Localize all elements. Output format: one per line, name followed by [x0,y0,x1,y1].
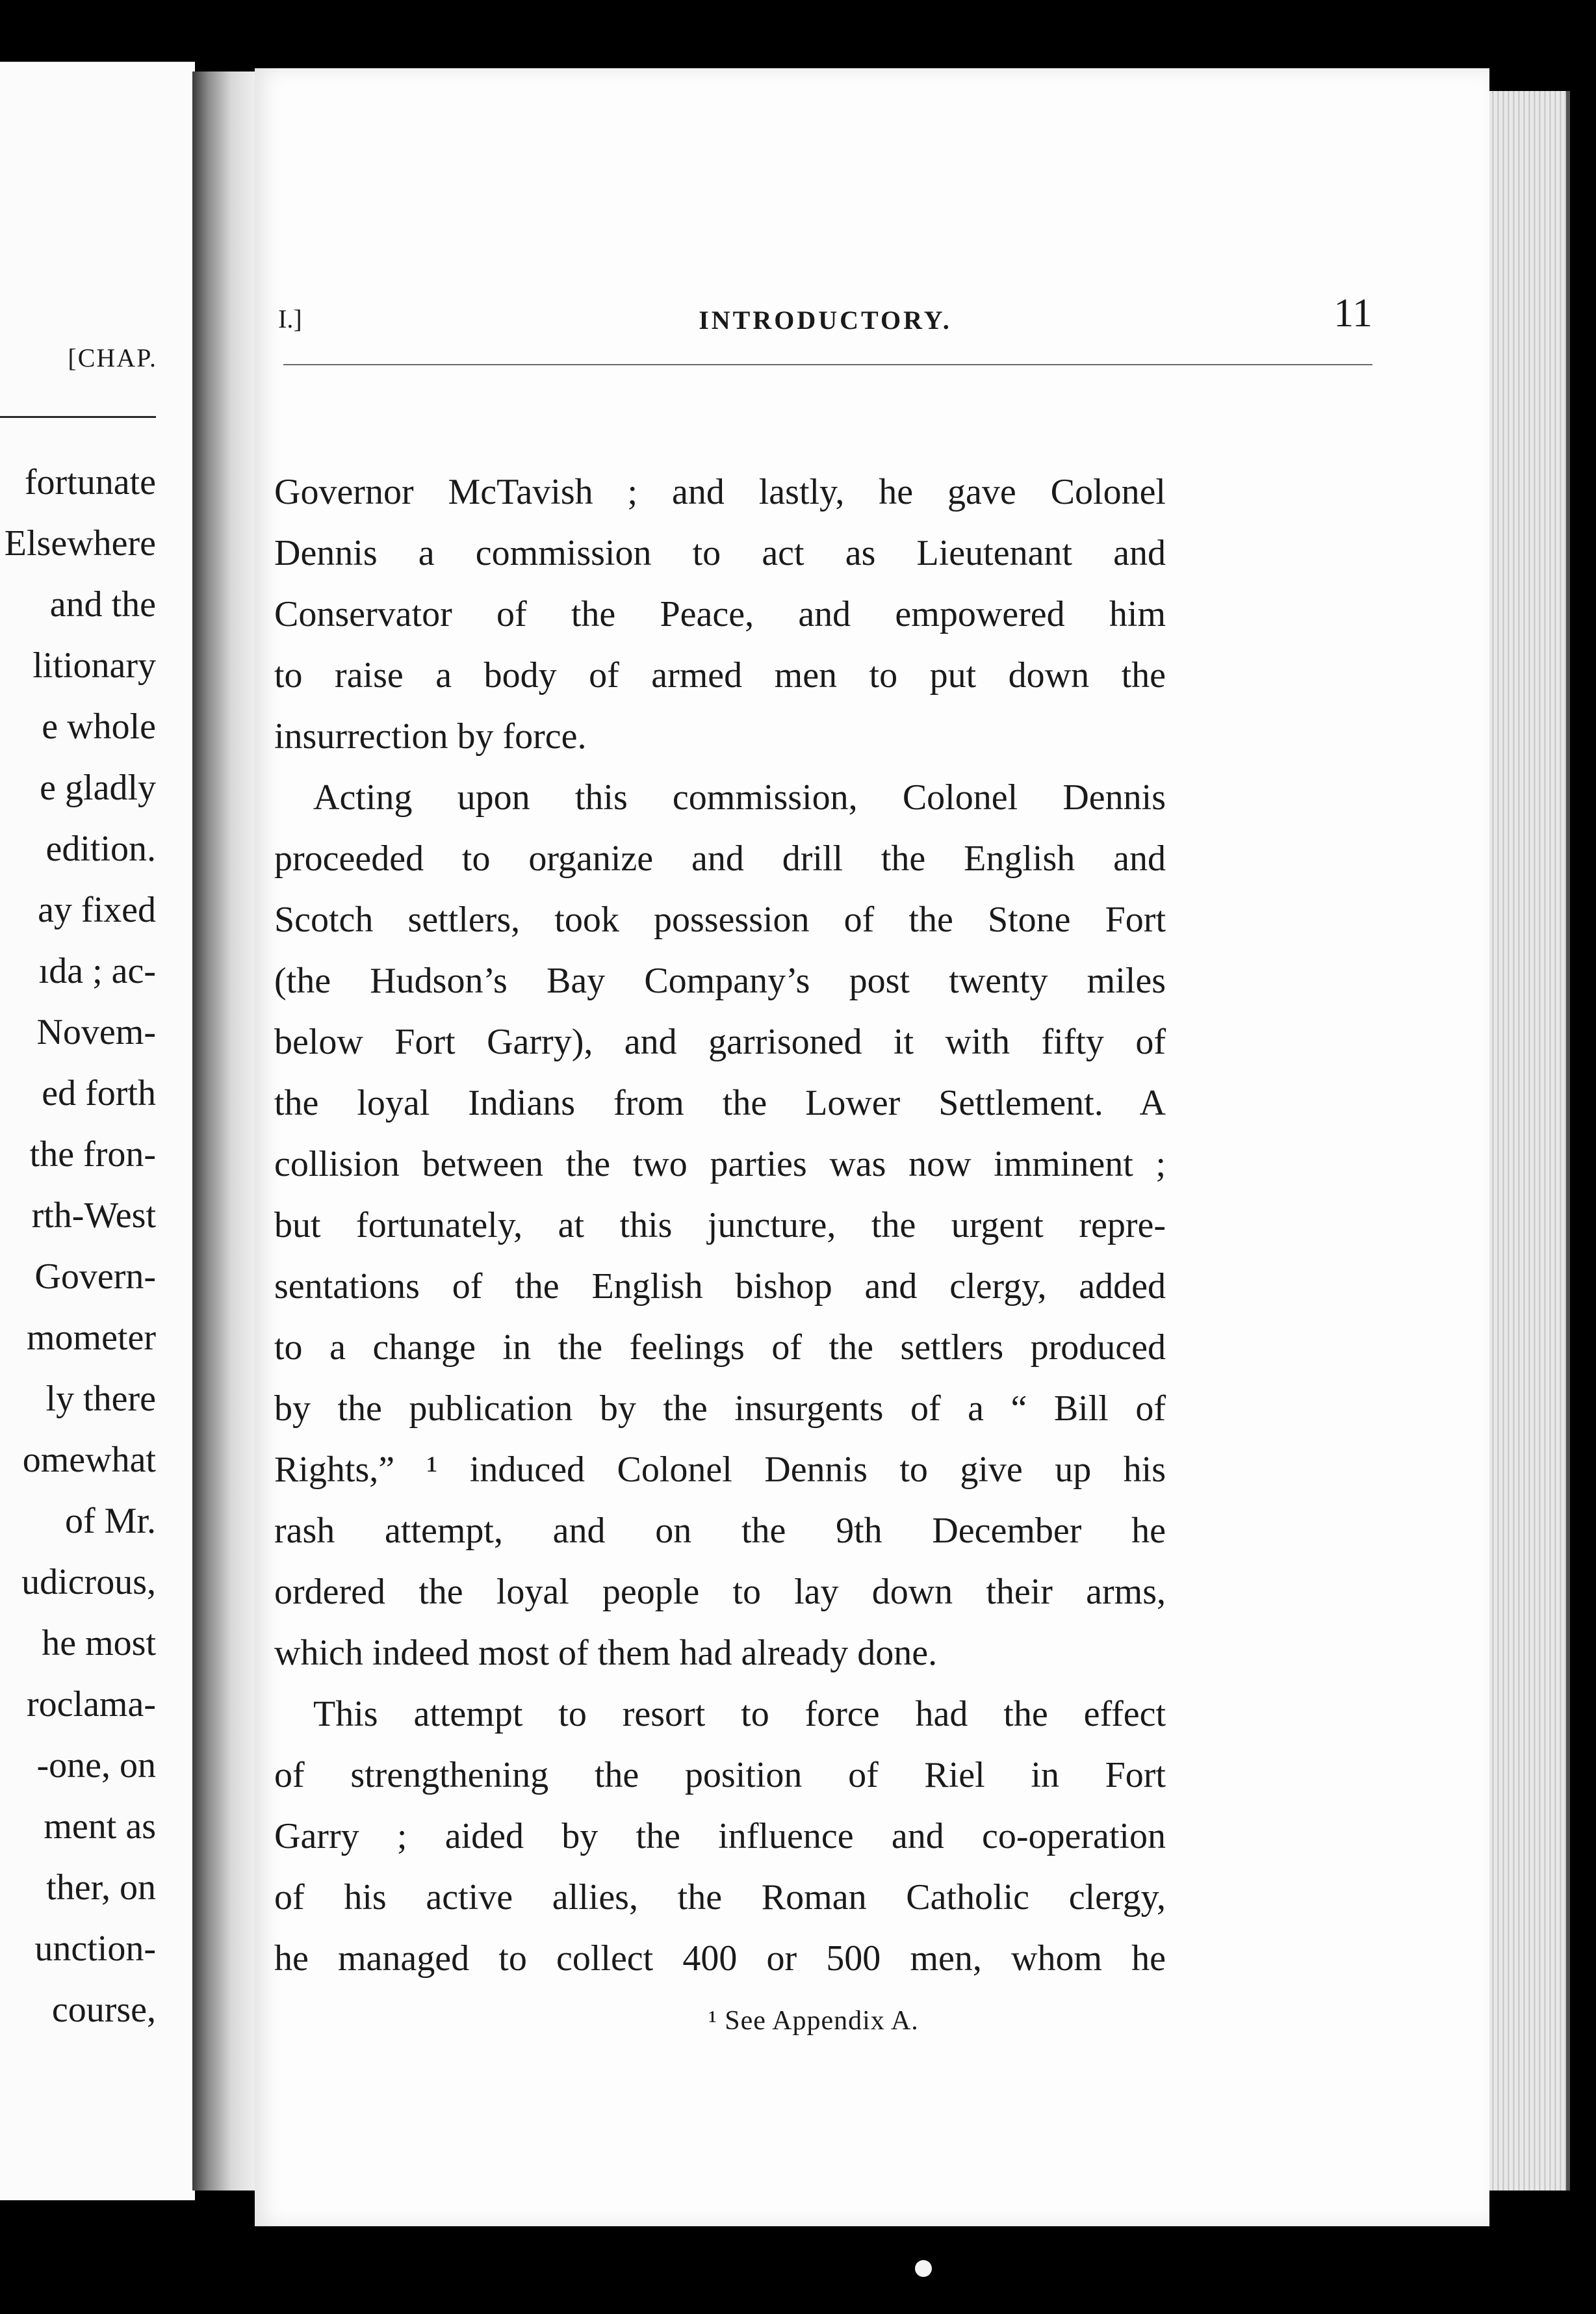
left-text-line: unction- [34,1929,156,1969]
body-text-line: he managed to collect 400 or 500 men, whom he [274,1938,1166,1979]
left-text-line: -one, on [36,1745,156,1786]
left-page-header: [CHAP. [68,343,157,372]
body-text-line: sentations of the English bishop and clergy, added [274,1266,1166,1306]
body-text-line: but fortunately, at this juncture, the urgent repre- [274,1205,1166,1245]
running-head [278,291,1372,356]
left-page-fragment [0,62,195,2200]
body-text-line: Scotch settlers, took possession of the Stone Fort [274,900,1166,940]
body-text-line: proceeded to organize and drill the English and [274,838,1166,879]
left-text-line: ly there [45,1379,156,1419]
left-text-line: Elsewhere [4,523,156,564]
left-text-line: e whole [42,707,156,747]
body-text-line: Conservator of the Peace, and empowered him [274,594,1166,634]
body-text-line: which indeed most of them had already done. [274,1633,938,1673]
left-text-line: ment as [44,1806,156,1847]
left-text-line: of Mr. [65,1501,156,1541]
body-text [274,462,1166,1989]
body-text-line: rash attempt, and on the 9th December he [274,1511,1166,1551]
body-text-line: (the Hudson’s Bay Company’s post twenty miles [274,961,1166,1001]
left-text-line: omewhat [22,1440,156,1480]
left-page-text [0,452,156,2040]
body-text-line: This attempt to resort to force had the effect [313,1694,1166,1734]
running-title: INTRODUCTORY. [699,306,952,335]
left-text-line: ıda ; ac- [38,951,156,991]
left-text-line: he most [42,1623,156,1663]
left-text-line: Govern- [34,1256,156,1297]
body-text-line: Acting upon this commission, Colonel Dennis [313,777,1166,818]
left-page-header-rule [0,416,156,418]
body-text-line: collision between the two parties was now imminent ; [274,1144,1166,1184]
footnote: ¹ See Appendix A. [708,2006,919,2036]
left-text-line: course, [51,1990,156,2030]
page-number: 11 [1333,291,1372,335]
body-text-line: Garry ; aided by the influence and co-operation [274,1816,1166,1856]
scan-speck [915,2260,932,2277]
body-text-line: of strengthening the position of Riel in Fort [274,1755,1166,1795]
left-text-line: fortunate [24,462,156,502]
left-text-line: e gladly [40,768,156,808]
left-text-line: ay fixed [38,890,156,930]
left-text-line: ther, on [46,1867,156,1908]
body-text-line: Dennis a commission to act as Lieutenant and [274,533,1166,573]
left-text-line: the fron- [29,1134,156,1175]
left-text-line: rth-West [31,1195,156,1236]
body-text-line: below Fort Garry), and garrisoned it with fifty of [274,1022,1166,1062]
header-rule [283,364,1372,365]
body-text-line: Rights,” ¹ induced Colonel Dennis to give up his [274,1450,1166,1490]
body-text-line: to raise a body of armed men to put down the [274,655,1166,696]
body-text-line: ordered the loyal people to lay down their arms, [274,1572,1166,1612]
body-text-line: Governor McTavish ; and lastly, he gave Colonel [274,472,1166,512]
left-text-line: roclama- [27,1684,156,1724]
left-text-line: udicrous, [21,1562,156,1602]
left-text-line: edition. [45,829,156,869]
left-text-line: Novem- [36,1012,156,1052]
left-text-line: litionary [32,645,156,686]
body-text-line: insurrection by force. [274,716,587,757]
left-text-line: mometer [26,1318,156,1358]
left-text-line: ed forth [42,1073,156,1113]
book-gutter-shadow [192,72,257,2190]
body-text-line: to a change in the feelings of the settlers produced [274,1327,1166,1368]
left-text-line: and the [49,584,156,625]
body-text-line: the loyal Indians from the Lower Settlement. A [274,1083,1166,1123]
body-text-line: of his active allies, the Roman Catholic clergy, [274,1877,1166,1918]
chapter-mark: I.] [278,304,302,333]
book-page [255,68,1489,2226]
body-text-line: by the publication by the insurgents of a “ Bill of [274,1388,1166,1429]
